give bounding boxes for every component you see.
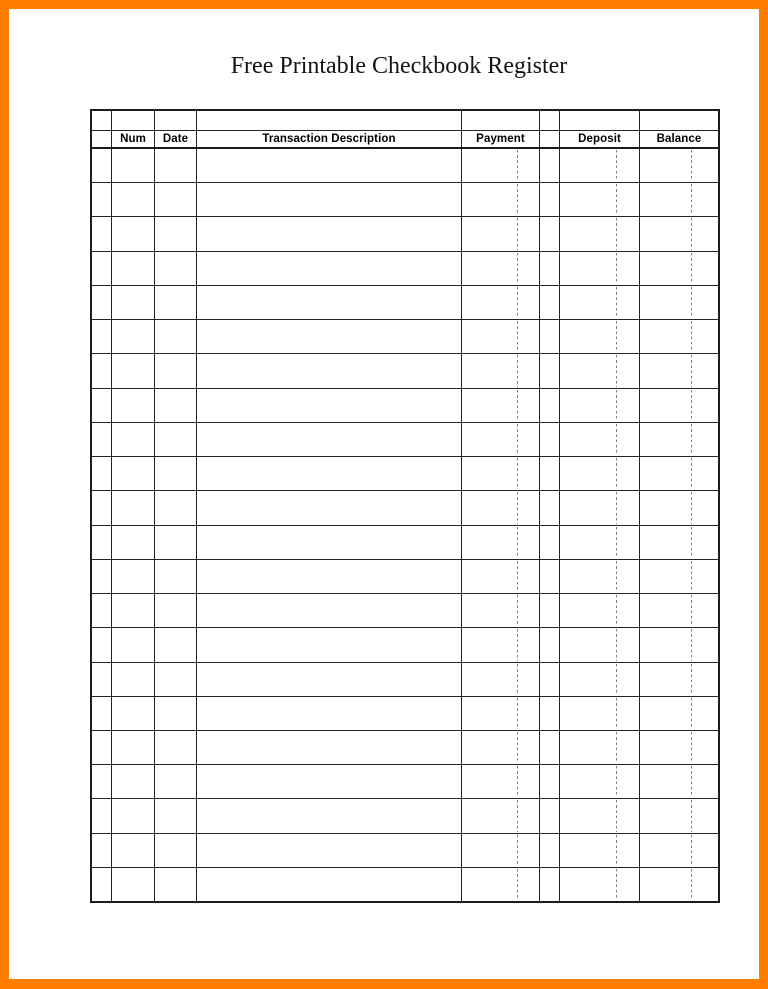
cell-date	[155, 868, 197, 901]
register-row	[92, 251, 718, 285]
cell-payment	[462, 389, 540, 422]
cell-left-margin	[92, 834, 112, 867]
spacer-cell-left-margin	[92, 111, 112, 130]
cell-deposit	[560, 252, 640, 285]
cell-balance	[640, 457, 718, 490]
register-row	[92, 730, 718, 764]
cell-num	[112, 423, 155, 456]
cell-date	[155, 731, 197, 764]
cell-deposit	[560, 286, 640, 319]
cell-payment	[462, 663, 540, 696]
cell-cleared	[540, 149, 560, 182]
cell-deposit	[560, 217, 640, 250]
register-row	[92, 764, 718, 798]
table-body	[92, 149, 718, 901]
cell-cleared	[540, 491, 560, 524]
cell-deposit	[560, 320, 640, 353]
cell-balance	[640, 663, 718, 696]
cell-balance	[640, 423, 718, 456]
spacer-cell-cleared	[540, 111, 560, 130]
cell-balance	[640, 149, 718, 182]
cell-payment	[462, 183, 540, 216]
cell-balance	[640, 389, 718, 422]
cell-balance	[640, 731, 718, 764]
cell-balance	[640, 183, 718, 216]
cell-deposit	[560, 628, 640, 661]
cell-payment	[462, 765, 540, 798]
cell-cleared	[540, 697, 560, 730]
cell-date	[155, 354, 197, 387]
spacer-cell-description	[197, 111, 462, 130]
cell-num	[112, 354, 155, 387]
cell-deposit	[560, 389, 640, 422]
cell-date	[155, 389, 197, 422]
cell-left-margin	[92, 731, 112, 764]
cell-left-margin	[92, 423, 112, 456]
cell-balance	[640, 526, 718, 559]
cell-left-margin	[92, 354, 112, 387]
cell-description	[197, 252, 462, 285]
register-row	[92, 525, 718, 559]
cell-payment	[462, 217, 540, 250]
cell-balance	[640, 594, 718, 627]
cell-balance	[640, 560, 718, 593]
cell-payment	[462, 286, 540, 319]
cell-description	[197, 697, 462, 730]
cell-cleared	[540, 731, 560, 764]
cell-date	[155, 834, 197, 867]
cell-date	[155, 320, 197, 353]
cell-date	[155, 765, 197, 798]
cell-description	[197, 765, 462, 798]
cell-cleared	[540, 183, 560, 216]
cell-cleared	[540, 320, 560, 353]
cell-left-margin	[92, 628, 112, 661]
cell-deposit	[560, 457, 640, 490]
register-row	[92, 833, 718, 867]
cell-deposit	[560, 354, 640, 387]
register-row	[92, 182, 718, 216]
cell-description	[197, 183, 462, 216]
spacer-cell-date	[155, 111, 197, 130]
register-row	[92, 593, 718, 627]
cell-left-margin	[92, 697, 112, 730]
cell-cleared	[540, 868, 560, 901]
register-row	[92, 696, 718, 730]
cell-date	[155, 799, 197, 832]
cell-cleared	[540, 765, 560, 798]
cell-payment	[462, 252, 540, 285]
cell-date	[155, 526, 197, 559]
cell-description	[197, 457, 462, 490]
checkbook-register-table	[90, 109, 720, 903]
cell-deposit	[560, 560, 640, 593]
cell-balance	[640, 354, 718, 387]
cell-balance	[640, 628, 718, 661]
cell-payment	[462, 354, 540, 387]
cell-balance	[640, 286, 718, 319]
cell-left-margin	[92, 799, 112, 832]
header-cell-num: Num	[112, 131, 155, 147]
cell-balance	[640, 834, 718, 867]
cell-left-margin	[92, 594, 112, 627]
register-row	[92, 216, 718, 250]
cell-num	[112, 491, 155, 524]
header-cell-payment: Payment	[462, 131, 540, 147]
cell-description	[197, 663, 462, 696]
cell-cleared	[540, 286, 560, 319]
cell-left-margin	[92, 217, 112, 250]
register-row	[92, 867, 718, 901]
cell-description	[197, 526, 462, 559]
cell-cleared	[540, 799, 560, 832]
cell-date	[155, 149, 197, 182]
cell-balance	[640, 252, 718, 285]
cell-date	[155, 183, 197, 216]
register-row	[92, 319, 718, 353]
cell-num	[112, 560, 155, 593]
cell-deposit	[560, 491, 640, 524]
page-title: Free Printable Checkbook Register	[230, 53, 568, 79]
cell-num	[112, 217, 155, 250]
cell-num	[112, 252, 155, 285]
cell-description	[197, 354, 462, 387]
cell-deposit	[560, 799, 640, 832]
register-row	[92, 149, 718, 182]
cell-cleared	[540, 628, 560, 661]
cell-cleared	[540, 389, 560, 422]
cell-left-margin	[92, 252, 112, 285]
cell-description	[197, 491, 462, 524]
register-row	[92, 490, 718, 524]
cell-description	[197, 389, 462, 422]
cell-left-margin	[92, 183, 112, 216]
cell-payment	[462, 697, 540, 730]
cell-date	[155, 252, 197, 285]
cell-balance	[640, 491, 718, 524]
spacer-cell-balance	[640, 111, 718, 130]
cell-num	[112, 834, 155, 867]
cell-left-margin	[92, 491, 112, 524]
cell-cleared	[540, 526, 560, 559]
register-row	[92, 422, 718, 456]
cell-cleared	[540, 217, 560, 250]
cell-payment	[462, 149, 540, 182]
header-cell-left-margin	[92, 131, 112, 147]
document-page	[9, 9, 759, 979]
register-row	[92, 662, 718, 696]
cell-date	[155, 491, 197, 524]
cell-deposit	[560, 834, 640, 867]
cell-payment	[462, 868, 540, 901]
cell-payment	[462, 628, 540, 661]
cell-payment	[462, 526, 540, 559]
cell-left-margin	[92, 149, 112, 182]
cell-description	[197, 423, 462, 456]
cell-cleared	[540, 252, 560, 285]
cell-balance	[640, 217, 718, 250]
cell-deposit	[560, 183, 640, 216]
cell-payment	[462, 731, 540, 764]
cell-deposit	[560, 423, 640, 456]
register-row	[92, 456, 718, 490]
cell-date	[155, 628, 197, 661]
register-row	[92, 798, 718, 832]
cell-left-margin	[92, 457, 112, 490]
cell-deposit	[560, 765, 640, 798]
cell-cleared	[540, 594, 560, 627]
cell-num	[112, 868, 155, 901]
cell-balance	[640, 765, 718, 798]
cell-left-margin	[92, 389, 112, 422]
register-row	[92, 285, 718, 319]
cell-payment	[462, 423, 540, 456]
cell-deposit	[560, 663, 640, 696]
cell-deposit	[560, 526, 640, 559]
cell-num	[112, 183, 155, 216]
cell-cleared	[540, 560, 560, 593]
cell-num	[112, 389, 155, 422]
header-cell-deposit: Deposit	[560, 131, 640, 147]
header-cell-date: Date	[155, 131, 197, 147]
cell-description	[197, 628, 462, 661]
cell-balance	[640, 868, 718, 901]
register-row	[92, 353, 718, 387]
cell-num	[112, 628, 155, 661]
cell-deposit	[560, 594, 640, 627]
cell-description	[197, 320, 462, 353]
cell-balance	[640, 320, 718, 353]
register-row	[92, 559, 718, 593]
register-row	[92, 627, 718, 661]
cell-num	[112, 799, 155, 832]
cell-cleared	[540, 834, 560, 867]
cell-date	[155, 286, 197, 319]
cell-cleared	[540, 457, 560, 490]
spacer-cell-payment	[462, 111, 540, 130]
cell-payment	[462, 491, 540, 524]
cell-description	[197, 594, 462, 627]
cell-date	[155, 560, 197, 593]
cell-num	[112, 663, 155, 696]
table-header-row	[92, 130, 718, 149]
header-cell-description: Transaction Description	[197, 131, 462, 147]
cell-deposit	[560, 731, 640, 764]
cell-left-margin	[92, 560, 112, 593]
cell-payment	[462, 457, 540, 490]
cell-cleared	[540, 354, 560, 387]
cell-balance	[640, 799, 718, 832]
register-row	[92, 388, 718, 422]
cell-date	[155, 663, 197, 696]
cell-left-margin	[92, 286, 112, 319]
cell-description	[197, 834, 462, 867]
cell-date	[155, 217, 197, 250]
spacer-cell-num	[112, 111, 155, 130]
table-top-spacer-row	[92, 111, 718, 130]
cell-num	[112, 149, 155, 182]
cell-deposit	[560, 149, 640, 182]
cell-cleared	[540, 423, 560, 456]
cell-cleared	[540, 663, 560, 696]
cell-num	[112, 765, 155, 798]
cell-description	[197, 560, 462, 593]
cell-balance	[640, 697, 718, 730]
cell-num	[112, 731, 155, 764]
cell-payment	[462, 799, 540, 832]
cell-num	[112, 697, 155, 730]
cell-deposit	[560, 868, 640, 901]
cell-left-margin	[92, 320, 112, 353]
cell-left-margin	[92, 663, 112, 696]
cell-payment	[462, 834, 540, 867]
cell-deposit	[560, 697, 640, 730]
header-cell-cleared	[540, 131, 560, 147]
cell-description	[197, 217, 462, 250]
cell-num	[112, 286, 155, 319]
cell-description	[197, 799, 462, 832]
cell-num	[112, 457, 155, 490]
header-cell-balance: Balance	[656, 133, 702, 145]
cell-left-margin	[92, 526, 112, 559]
cell-date	[155, 594, 197, 627]
cell-left-margin	[92, 868, 112, 901]
cell-description	[197, 286, 462, 319]
cell-payment	[462, 594, 540, 627]
cell-num	[112, 320, 155, 353]
cell-date	[155, 457, 197, 490]
cell-left-margin	[92, 765, 112, 798]
cell-description	[197, 731, 462, 764]
cell-description	[197, 868, 462, 901]
cell-num	[112, 526, 155, 559]
spacer-cell-deposit	[560, 111, 640, 130]
cell-date	[155, 697, 197, 730]
cell-description	[197, 149, 462, 182]
cell-num	[112, 594, 155, 627]
cell-payment	[462, 320, 540, 353]
cell-payment	[462, 560, 540, 593]
cell-date	[155, 423, 197, 456]
